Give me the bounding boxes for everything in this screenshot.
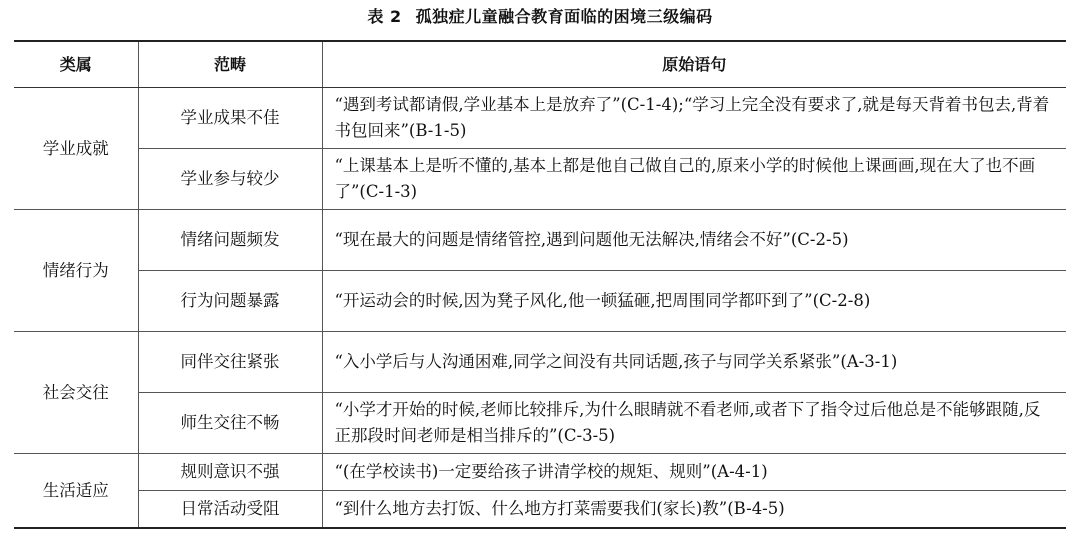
subcategory-cell: 规则意识不强 bbox=[138, 454, 322, 491]
table-row bbox=[14, 88, 1066, 149]
subcategory-cell: 学业成果不佳 bbox=[138, 88, 322, 149]
header-quote: 原始语句 bbox=[322, 41, 1066, 88]
quote-cell: “到什么地方去打饭、什么地方打菜需要我们(家长)教”(B-4-5) bbox=[322, 491, 1066, 529]
subcategory-cell: 日常活动受阻 bbox=[138, 491, 322, 529]
table-row bbox=[14, 271, 1066, 332]
header-subcategory: 范畴 bbox=[138, 41, 322, 88]
subcategory-cell: 情绪问题频发 bbox=[138, 210, 322, 271]
quote-cell: “现在最大的问题是情绪管控,遇到问题他无法解决,情绪会不好”(C-2-5) bbox=[322, 210, 1066, 271]
quote-cell: “入小学后与人沟通困难,同学之间没有共同话题,孩子与同学关系紧张”(A-3-1) bbox=[322, 332, 1066, 393]
table-title: 孤独症儿童融合教育面临的困境三级编码 bbox=[415, 7, 713, 26]
quote-cell: “遇到考试都请假,学业基本上是放弃了”(C-1-4);“学习上完全没有要求了,就是每天背着书包去,背着书包回来”(B-1-5) bbox=[322, 88, 1066, 149]
quote-cell: “小学才开始的时候,老师比较排斥,为什么眼睛就不看老师,或者下了指令过后他总是不能够跟随,反正那段时间老师是相当排斥的”(C-3-5) bbox=[322, 393, 1066, 454]
table-row bbox=[14, 491, 1066, 529]
category-cell: 生活适应 bbox=[14, 454, 138, 529]
subcategory-cell: 同伴交往紧张 bbox=[138, 332, 322, 393]
category-cell: 社会交往 bbox=[14, 332, 138, 454]
table-row bbox=[14, 210, 1066, 271]
table-row bbox=[14, 393, 1066, 454]
subcategory-cell: 学业参与较少 bbox=[138, 149, 322, 210]
quote-cell: “上课基本上是听不懂的,基本上都是他自己做自己的,原来小学的时候他上课画画,现在大了也不画了”(C-1-3) bbox=[322, 149, 1066, 210]
header-category: 类属 bbox=[14, 41, 138, 88]
quote-cell: “开运动会的时候,因为凳子风化,他一顿猛砸,把周围同学都吓到了”(C-2-8) bbox=[322, 271, 1066, 332]
table-row bbox=[14, 149, 1066, 210]
table-row bbox=[14, 454, 1066, 491]
table-row bbox=[14, 332, 1066, 393]
table-header-row bbox=[14, 41, 1066, 88]
subcategory-cell: 行为问题暴露 bbox=[138, 271, 322, 332]
category-cell: 学业成就 bbox=[14, 88, 138, 210]
quote-cell: “(在学校读书)一定要给孩子讲清学校的规矩、规则”(A-4-1) bbox=[322, 454, 1066, 491]
coding-table bbox=[14, 40, 1066, 529]
table-number: 表 2 bbox=[367, 7, 402, 26]
category-cell: 情绪行为 bbox=[14, 210, 138, 332]
table-caption bbox=[0, 6, 1080, 28]
subcategory-cell: 师生交往不畅 bbox=[138, 393, 322, 454]
